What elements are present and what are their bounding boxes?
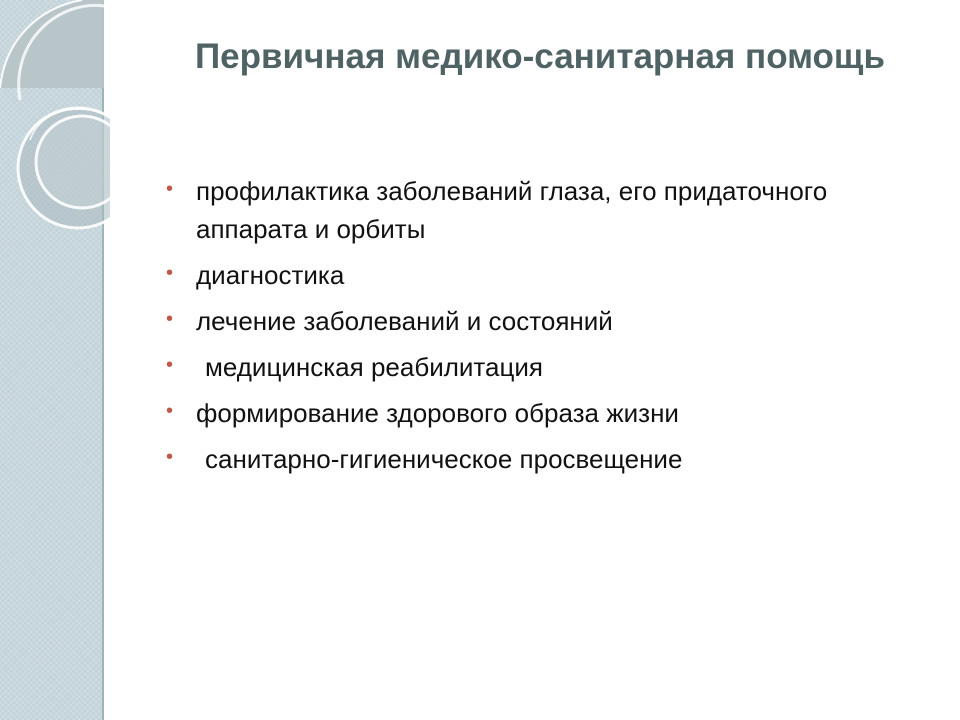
slide-title: Первичная медико-санитарная помощь xyxy=(195,37,885,76)
bullet-text: профилактика заболеваний глаза, его придаточного аппарата и орбиты xyxy=(196,176,828,244)
decorative-circles-graphic xyxy=(0,0,110,240)
bullet-text: санитарно-гигиеническое просвещение xyxy=(205,444,683,474)
bullet-item xyxy=(166,256,906,294)
bullet-dot-icon: • xyxy=(166,262,174,284)
bullet-item xyxy=(166,348,906,386)
bullet-item xyxy=(166,394,906,432)
bullet-text: медицинская реабилитация xyxy=(205,352,543,382)
bullet-text: лечение заболеваний и состояний xyxy=(196,306,613,336)
bullet-item xyxy=(166,172,906,248)
bullet-dot-icon: • xyxy=(166,308,174,330)
bullet-item xyxy=(166,440,906,478)
bullet-dot-icon: • xyxy=(166,178,174,200)
bullet-text: диагностика xyxy=(196,260,345,290)
bullet-dot-icon: • xyxy=(166,400,174,422)
bullet-list xyxy=(166,172,906,486)
bullet-item xyxy=(166,302,906,340)
bullet-dot-icon: • xyxy=(166,446,174,468)
bullet-text: формирование здорового образа жизни xyxy=(196,398,679,428)
bullet-dot-icon: • xyxy=(166,354,174,376)
